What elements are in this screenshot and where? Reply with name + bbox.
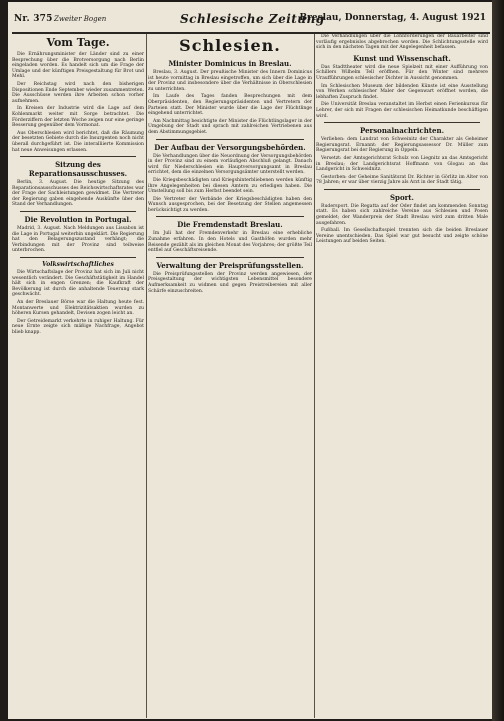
article-paragraph: Die Wirtschaftslage der Provinz hat sich im Juli nicht wesentlich verändert. Die Geschäftstätigkeit im Handel hält sich in engen Grenzen; die Kaufkraft der Bevölkerung ist durch die anhaltende Teuerung stark geschwächt. [12,270,144,298]
article-paragraph: Im Schlesischen Museum der bildenden Künste ist eine Ausstellung von Werken schlesischer Maler der Gegenwart eröffnet worden, die lebhaften Zuspruch findet. [316,83,488,100]
article-headline: Minister Dominicus in Breslau. [168,59,292,68]
article-paragraph: Die Verhandlungen über die Neuordnung der Versorgungsbehörden in der Provinz sind zu einem vorläufigen Abschluß gelangt. Danach wird für Niederschlesien ein Hauptversorgungsamt in Breslau errichtet, dem die einzelnen Versorgungsämter unterstellt werden. [148,153,312,176]
column-rule [146,34,147,718]
column-vom-tage [12,34,144,718]
article-headline: Der Aufbau der Versorgungsbehörden. [154,142,306,152]
article-paragraph: Der Reichstag wird nach den bisherigen Dispositionen Ende September wieder zusammentreten. Die Ausschüsse werden ihre Arbeiten schon vorher aufnehmen. [12,81,144,104]
article-headline: Verwaltung der Preisprüfungsstellen. [156,260,304,270]
article-headline: Kunst und Wissenschaft. [353,53,451,63]
article-paragraph: Im Juli hat der Fremdenverkehr in Breslau eine erhebliche Zunahme erfahren. In den Hotels und Gasthöfen wurden mehr Reisende gezählt als im gleichen Monat des Vorjahres; der größte Teil entfiel auf Geschäftsreisende. [148,231,312,254]
article-paragraph: Das Stadttheater wird die neue Spielzeit mit einer Aufführung von Schillers Wilhelm Tell eröffnen. Für den Winter sind mehrere Uraufführungen schlesischer Dichter in Aussicht genommen. [316,64,488,81]
section-divider [156,216,304,217]
article-paragraph: Die Vertreter der Verbände der Kriegsbeschädigten haben den Wunsch ausgesprochen, bei der Besetzung der Stellen angemessen berücksichtigt zu werden. [148,196,312,213]
article-headline: Die Fremdenstadt Breslau. [177,220,283,230]
newspaper-title: Schlesische Zeitung [180,12,325,26]
section-divider [20,211,136,212]
article-headline: Sitzung des Reparationsausschusses. [28,160,128,179]
article-paragraph: Verliehen: dem Landrat von Schweinitz der Charakter als Geheimer Regierungsrat. Ernannt: der Regierungsassessor Dr. Müller zum Regierungsrat bei der Regierung in Oppeln. [316,137,488,154]
dateline: Breslau, Donnerstag, 4. August 1921 [299,13,486,23]
article-paragraph: An der Breslauer Börse war die Haltung heute fest. Montanwerte und Elektrizitätsaktien wurden zu höheren Kursen gehandelt, Devisen zogen leicht an. [12,300,144,317]
article-headline: Die Revolution in Portugal. [24,215,132,225]
section-divider [156,257,304,258]
issue-number: Nr. 375 [14,14,53,24]
article-headline: Personalnachrichten. [360,126,444,136]
section-heading: Schlesien. [179,36,281,55]
section-subheading: Volkswirtschaftliches [42,261,114,269]
section-divider [20,156,136,157]
article-paragraph: Die Ernährungsminister der Länder sind zu einer Besprechung über die Brotversorgung nach Berlin eingeladen worden. Es handelt sich um die Frage der Umlage und der künftigen Preisgestaltung für Brot und Mehl. [12,52,144,80]
article-headline: Sport. [390,192,414,202]
masthead [12,2,490,34]
column-rule [314,34,315,718]
article-paragraph: Breslau, 3. August. Der preußische Minister des Innern Dominicus ist heute vormittag in Breslau eingetroffen, um sich über die Lage in der Provinz und insbesondere über die Verhältnisse in Oberschlesien zu unterrichten. [148,70,312,92]
article-paragraph: Gestorben: der Geheime Sanitätsrat Dr. Richter in Görlitz im Alter von 78 Jahren; er war über vierzig Jahre als Arzt in der Stadt tätig. [316,174,488,186]
article-paragraph: Am Nachmittag besichtigte der Minister die Flüchtlingslager in der Umgebung der Stadt und sprach mit zahlreichen Vertriebenen aus dem Abstimmungsgebiet. [148,118,312,135]
article-paragraph: Berlin, 3. August. Die heutige Sitzung des Reparationsausschusses des Reichswirtschaftsrates war der Frage der Sachleistungen gewidmet. Die Vertreter der Regierung gaben eingehende Auskünfte über den Stand der Verhandlungen. [12,180,144,208]
article-paragraph: Aus Oberschlesien wird berichtet, daß die Räumung der besetzten Gebiete durch die Insurgenten noch nicht überall durchgeführt ist. Die interalliierte Kommission hat neue Anweisungen erlassen. [12,130,144,153]
section-heading: Vom Tage. [46,36,110,49]
article-paragraph: Der Getreidemarkt verkehrte in ruhiger Haltung. Für neue Ernte zeigte sich mäßige Nachfrage, Angebot blieb knapp. [12,318,144,335]
section-divider [156,139,304,140]
column-schlesien [148,34,312,718]
article-paragraph: Madrid, 3. August. Nach Meldungen aus Lissabon ist die Lage in Portugal weiterhin ungeklärt. Die Regierung hat den Belagerungszustand verhängt; die Verbindungen mit der Provinz sind teilweise unterbrochen. [12,226,144,254]
section-divider [20,257,136,258]
section-divider [324,122,480,123]
article-paragraph: Die Preisprüfungsstellen der Provinz werden angewiesen, der Preisgestaltung der wichtigsten Lebensmittel besondere Aufmerksamkeit zu widmen und gegen Preistreibereien mit aller Schärfe einzuschreiten. [148,271,312,294]
column-right [316,34,488,718]
article-paragraph: Fußball. Im Gesellschaftsspiel trennten sich die beiden Breslauer Vereine unentschieden. Das Spiel war gut besucht und zeigte schöne Leistungen auf beiden Seiten. [316,228,488,245]
article-paragraph: In Kreisen der Industrie wird die Lage auf dem Kohlenmarkt weiter mit Sorge betrachtet. Die Förderziffern der letzten Woche zeigen nur eine geringe Besserung gegenüber dem Vormonat. [12,106,144,129]
article-paragraph: Rudersport. Die Regatta auf der Oder findet am kommenden Sonntag statt. Es haben sich zahlreiche Vereine aus Schlesien und Posen gemeldet; der Wanderpreis der Stadt Breslau wird zum dritten Male ausgefahren. [316,203,488,226]
book-gutter [492,0,504,721]
article-paragraph: Im Laufe des Tages fanden Besprechungen mit dem Oberpräsidenten, den Regierungspräsidenten und Vertretern der Parteien statt. Der Minister wurde über die Lage der Flüchtlinge eingehend unterrichtet. [148,94,312,117]
article-paragraph: Die Verhandlungen über die Lohnforderungen der Bauarbeiter sind vorläufig ergebnislos abgebrochen worden. Die Schlichtungsstelle wird sich in den nächsten Tagen mit der Angelegenheit befassen. [316,34,488,51]
newspaper-page [8,2,492,719]
article-paragraph: Die Kriegsbeschädigten und Kriegshinterbliebenen werden künftig ihre Angelegenheiten bei diesen Ämtern zu erledigen haben. Die Umstellung soll bis zum Herbst beendet sein. [148,177,312,195]
article-paragraph: Versetzt: der Amtsgerichtsrat Schulz von Liegnitz an das Amtsgericht in Breslau; der Landgerichtsrat Hoffmann von Glogau an das Landgericht in Schweidnitz. [316,155,488,173]
section-divider [324,189,480,190]
article-paragraph: Die Universität Breslau veranstaltet im Herbst einen Ferienkursus für Lehrer, der sich mit Fragen der schlesischen Heimatkunde beschäftigen wird. [316,102,488,119]
sheet-label: Zweiter Bogen [54,15,107,23]
